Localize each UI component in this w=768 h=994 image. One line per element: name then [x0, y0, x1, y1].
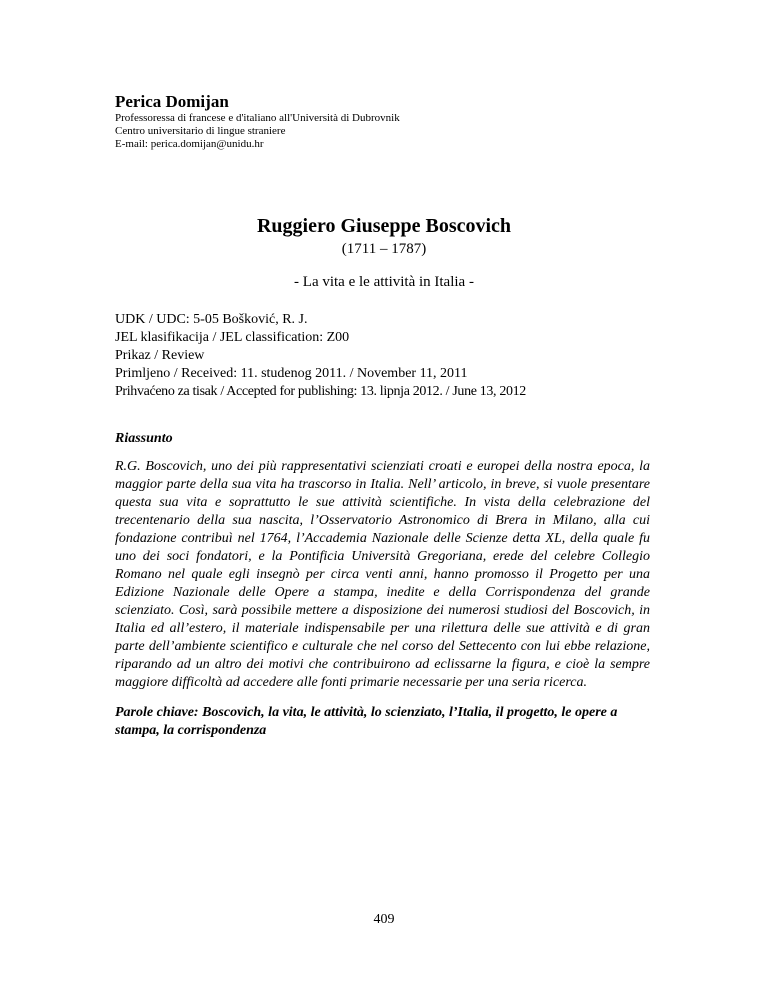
- author-name: Perica Domijan: [115, 92, 229, 111]
- author-block: [115, 92, 655, 151]
- metadata-block: [115, 311, 675, 401]
- accepted-line: Prihvaćeno za tisak / Accepted for publishing: 13. lipnja 2012. / June 13, 2012: [115, 384, 526, 399]
- abstract-block: [115, 430, 650, 740]
- udc-line: UDK / UDC: 5-05 Bošković, R. J.: [115, 312, 308, 327]
- author-email: E-mail: perica.domijan@unidu.hr: [115, 138, 264, 150]
- page-number: 409: [373, 912, 395, 927]
- paper-title: Ruggiero Giuseppe Boscovich: [256, 215, 512, 237]
- received-line: Primljeno / Received: 11. studenog 2011. / November 11, 2011: [115, 366, 468, 381]
- author-department: Centro universitario di lingue straniere: [115, 125, 286, 137]
- author-affiliation: Professoressa di francese e d'italiano all'Università di Dubrovnik: [115, 112, 400, 124]
- title-block: [0, 213, 768, 292]
- jel-line: JEL klasifikacija / JEL classification: Z00: [115, 330, 350, 345]
- type-line: Prikaz / Review: [115, 348, 205, 363]
- abstract-heading: Riassunto: [115, 431, 173, 446]
- paper-subtitle: - La vita e le attività in Italia -: [294, 274, 474, 290]
- abstract-text: R.G. Boscovich, uno dei più rappresentativi scienziati croati e europei della nostra epoca, la maggior parte della sua vita ha trascorso in Italia. Nell’ articolo, in breve, si vuole presentare questa sua vita e soprattutto le sue attività scientifiche. In vista della celebrazione del trecentenario della sua nascita, l’Osservatorio Astronomico di Brera in Milano, alla cui fondazione contribuì nel 1764, l’Accademia Nazionale delle Scienze detta XL, della quale fu uno dei soci fondatori, e la Pontificia Università Gregoriana, erede del celebre Collegio Romano nel quale egli insegnò per circa venti anni, hanno promosso il Progetto per una Edizione Nazionale delle Opere a stampa, inedite e della Corrispondenza del grande scienziato. Così, sarà possibile mettere a disposizione dei numerosi studiosi del Boscovich, in Italia ed all’estero, il materiale indispensabile per una rilettura delle sue attività e di gran parte dell’ambiente scientifico e culturale che nel corso del Settecento con lui ebbe relazione, riparando ad un altro dei motivi che contribuirono ad eclissarne la figura, e cioè la sempre maggiore difficoltà ad accedere alle fonti primarie necessarie per una seria ricerca.: [115, 459, 650, 690]
- keywords: Parole chiave: Boscovich, la vita, le attività, lo scienziato, l’Italia, il progetto, le opere a stampa, la corrispondenza: [115, 705, 618, 738]
- paper-dates: (1711 – 1787): [341, 241, 427, 257]
